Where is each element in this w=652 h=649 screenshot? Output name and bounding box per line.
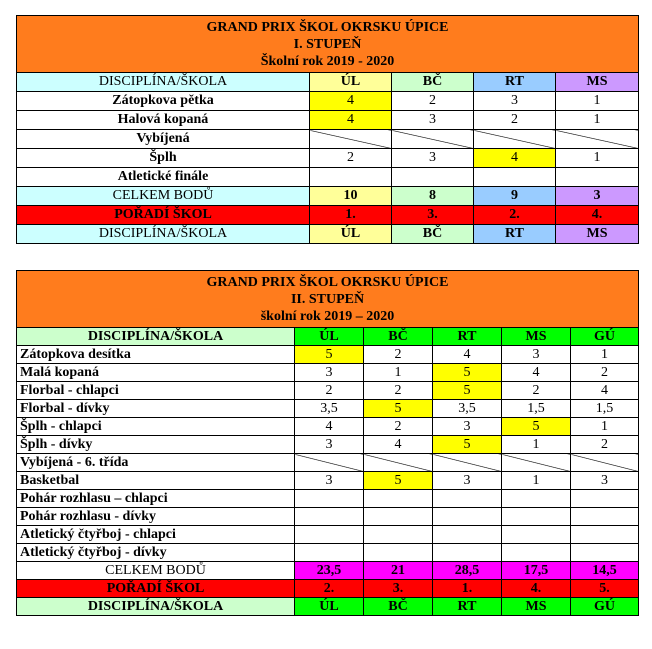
discipline-name: Vybíjená - 6. třída — [17, 454, 295, 472]
total-score: 28,5 — [433, 562, 502, 580]
discipline-name: Šplh - chlapci — [17, 418, 295, 436]
total-score: 17,5 — [502, 562, 571, 580]
score-cell — [364, 490, 433, 508]
header-row — [17, 328, 639, 346]
discipline-row — [17, 346, 639, 364]
discipline-name: Zátopkova desítka — [17, 346, 295, 364]
discipline-row — [17, 490, 639, 508]
rank-label: POŘADÍ ŠKOL — [17, 206, 310, 225]
score-cell: 3,5 — [433, 400, 502, 418]
score-cell: 2 — [364, 418, 433, 436]
score-cell — [502, 544, 571, 562]
total-score: 10 — [310, 187, 392, 206]
score-cell: 3,5 — [295, 400, 364, 418]
score-cell: 3 — [433, 472, 502, 490]
discipline-row — [17, 382, 639, 400]
score-cell — [364, 544, 433, 562]
footer-row — [17, 598, 639, 616]
footer-school: ÚL — [295, 598, 364, 616]
discipline-row — [17, 544, 639, 562]
score-cell — [474, 130, 556, 149]
discipline-row — [17, 526, 639, 544]
score-cell — [364, 454, 433, 472]
rank-label: POŘADÍ ŠKOL — [17, 580, 295, 598]
score-cell — [295, 544, 364, 562]
score-cell: 2 — [392, 92, 474, 111]
score-cell — [571, 454, 639, 472]
footer-school: RT — [474, 225, 556, 244]
title-line: I. STUPEŇ — [293, 36, 362, 52]
rank-row — [17, 580, 639, 598]
total-score: 9 — [474, 187, 556, 206]
table-title — [17, 16, 639, 73]
score-cell — [502, 508, 571, 526]
footer-school: ÚL — [310, 225, 392, 244]
discipline-name: Basketbal — [17, 472, 295, 490]
table-title — [17, 271, 639, 328]
discipline-name: Florbal - chlapci — [17, 382, 295, 400]
discipline-row — [17, 418, 639, 436]
discipline-name: Šplh — [17, 149, 310, 168]
discipline-name: Pohár rozhlasu - dívky — [17, 508, 295, 526]
discipline-row — [17, 508, 639, 526]
rank-value: 1. — [433, 580, 502, 598]
footer-label: DISCIPLÍNA/ŠKOLA — [17, 598, 295, 616]
score-cell: 1 — [502, 436, 571, 454]
footer-label: DISCIPLÍNA/ŠKOLA — [17, 225, 310, 244]
title-line: školní rok 2019 – 2020 — [260, 308, 395, 324]
score-cell: 4 — [502, 364, 571, 382]
discipline-name: Šplh - dívky — [17, 436, 295, 454]
title-line: GRAND PRIX ŠKOL OKRSKU ÚPICE — [206, 19, 449, 35]
score-cell: 1 — [364, 364, 433, 382]
discipline-name: Atletické finále — [17, 168, 310, 187]
rank-value: 2. — [474, 206, 556, 225]
score-cell — [433, 544, 502, 562]
score-cell — [433, 526, 502, 544]
column-header-school: BČ — [364, 328, 433, 346]
column-header-school: ÚL — [295, 328, 364, 346]
footer-school: BČ — [364, 598, 433, 616]
footer-school: RT — [433, 598, 502, 616]
score-cell: 5 — [433, 382, 502, 400]
total-score: 8 — [392, 187, 474, 206]
score-cell — [502, 454, 571, 472]
score-cell: 3 — [295, 436, 364, 454]
column-header-school: MS — [502, 328, 571, 346]
total-label: CELKEM BODŮ — [17, 187, 310, 206]
total-score: 3 — [556, 187, 639, 206]
score-cell: 1 — [502, 472, 571, 490]
score-cell: 5 — [364, 472, 433, 490]
discipline-name: Vybíjená — [17, 130, 310, 149]
discipline-name: Florbal - dívky — [17, 400, 295, 418]
column-header-school: ÚL — [310, 73, 392, 92]
score-cell: 1 — [556, 149, 639, 168]
score-cell: 3 — [392, 149, 474, 168]
score-cell: 5 — [433, 436, 502, 454]
table-first-stage — [16, 15, 639, 244]
discipline-row — [17, 149, 639, 168]
discipline-row — [17, 436, 639, 454]
column-header-school: GÚ — [571, 328, 639, 346]
score-cell: 3 — [433, 418, 502, 436]
score-cell: 3 — [392, 111, 474, 130]
score-cell: 4 — [310, 111, 392, 130]
table-second-stage — [16, 270, 639, 616]
rank-value: 4. — [556, 206, 639, 225]
score-cell: 2 — [571, 364, 639, 382]
score-cell: 3 — [295, 364, 364, 382]
rank-value: 3. — [392, 206, 474, 225]
score-cell — [571, 544, 639, 562]
score-cell — [295, 490, 364, 508]
score-cell: 3 — [571, 472, 639, 490]
discipline-row — [17, 130, 639, 149]
footer-row — [17, 225, 639, 244]
score-cell — [556, 168, 639, 187]
score-cell: 4 — [433, 346, 502, 364]
rank-value: 5. — [571, 580, 639, 598]
footer-school: BČ — [392, 225, 474, 244]
column-header-school: MS — [556, 73, 639, 92]
discipline-name: Atletický čtyřboj - chlapci — [17, 526, 295, 544]
title-line: II. STUPEŇ — [290, 291, 365, 307]
discipline-name: Zátopkova pětka — [17, 92, 310, 111]
column-header-school: RT — [474, 73, 556, 92]
discipline-row — [17, 111, 639, 130]
score-cell: 5 — [364, 400, 433, 418]
score-cell: 5 — [295, 346, 364, 364]
title-line: GRAND PRIX ŠKOL OKRSKU ÚPICE — [206, 274, 449, 290]
score-cell — [571, 526, 639, 544]
score-cell — [295, 526, 364, 544]
discipline-row — [17, 92, 639, 111]
discipline-name: Halová kopaná — [17, 111, 310, 130]
score-cell: 1 — [571, 346, 639, 364]
rank-row — [17, 206, 639, 225]
rank-value: 4. — [502, 580, 571, 598]
score-cell — [310, 168, 392, 187]
score-cell: 4 — [295, 418, 364, 436]
total-row — [17, 562, 639, 580]
column-header-discipline: DISCIPLÍNA/ŠKOLA — [17, 328, 295, 346]
score-cell — [392, 130, 474, 149]
rank-value: 3. — [364, 580, 433, 598]
score-cell: 3 — [474, 92, 556, 111]
score-cell: 5 — [433, 364, 502, 382]
score-cell — [433, 454, 502, 472]
footer-school: GÚ — [571, 598, 639, 616]
table-title-row — [17, 16, 639, 73]
score-cell: 2 — [571, 436, 639, 454]
discipline-row — [17, 168, 639, 187]
score-cell — [502, 490, 571, 508]
score-cell — [556, 130, 639, 149]
score-cell: 1 — [556, 92, 639, 111]
score-cell — [310, 130, 392, 149]
footer-school: MS — [556, 225, 639, 244]
discipline-row — [17, 364, 639, 382]
discipline-name: Malá kopaná — [17, 364, 295, 382]
header-row — [17, 73, 639, 92]
total-row — [17, 187, 639, 206]
discipline-row — [17, 454, 639, 472]
score-cell: 1,5 — [571, 400, 639, 418]
rank-value: 1. — [310, 206, 392, 225]
score-cell: 2 — [364, 346, 433, 364]
score-cell: 1 — [556, 111, 639, 130]
score-cell — [433, 490, 502, 508]
score-cell — [392, 168, 474, 187]
total-score: 23,5 — [295, 562, 364, 580]
score-cell — [502, 526, 571, 544]
score-cell — [571, 490, 639, 508]
footer-school: MS — [502, 598, 571, 616]
score-cell — [364, 508, 433, 526]
score-cell: 2 — [474, 111, 556, 130]
score-cell: 3 — [295, 472, 364, 490]
score-cell: 4 — [571, 382, 639, 400]
rank-value: 2. — [295, 580, 364, 598]
score-cell: 3 — [502, 346, 571, 364]
total-score: 21 — [364, 562, 433, 580]
score-cell — [433, 508, 502, 526]
score-cell: 1,5 — [502, 400, 571, 418]
table-title-row — [17, 271, 639, 328]
discipline-row — [17, 472, 639, 490]
score-cell: 4 — [474, 149, 556, 168]
score-cell — [474, 168, 556, 187]
score-cell: 2 — [364, 382, 433, 400]
score-cell — [295, 508, 364, 526]
total-label: CELKEM BODŮ — [17, 562, 295, 580]
score-cell: 4 — [310, 92, 392, 111]
total-score: 14,5 — [571, 562, 639, 580]
score-cell — [364, 526, 433, 544]
column-header-discipline: DISCIPLÍNA/ŠKOLA — [17, 73, 310, 92]
score-cell: 1 — [571, 418, 639, 436]
discipline-row — [17, 400, 639, 418]
discipline-name: Atletický čtyřboj - dívky — [17, 544, 295, 562]
score-cell: 2 — [502, 382, 571, 400]
score-cell: 2 — [310, 149, 392, 168]
score-cell: 2 — [295, 382, 364, 400]
discipline-name: Pohár rozhlasu – chlapci — [17, 490, 295, 508]
score-cell — [571, 508, 639, 526]
column-header-school: BČ — [392, 73, 474, 92]
score-cell: 4 — [364, 436, 433, 454]
score-cell: 5 — [502, 418, 571, 436]
column-header-school: RT — [433, 328, 502, 346]
score-cell — [295, 454, 364, 472]
title-line: Školní rok 2019 - 2020 — [260, 53, 395, 69]
